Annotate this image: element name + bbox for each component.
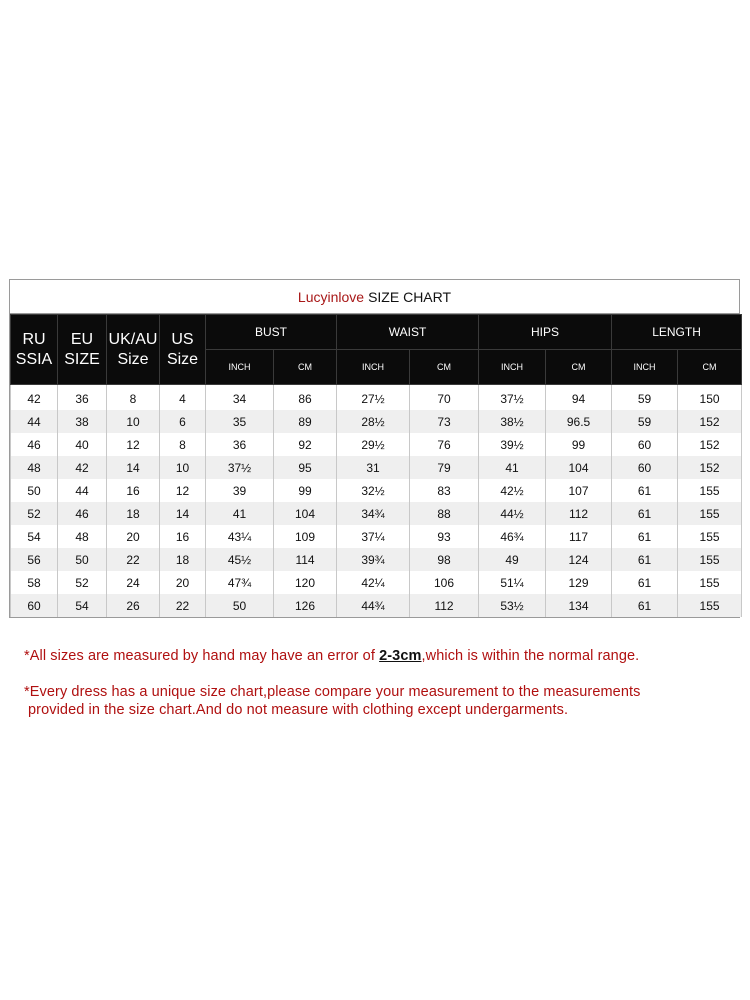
table-row (11, 502, 742, 525)
table-cell: 61 (612, 548, 678, 571)
table-cell: 54 (58, 594, 107, 617)
col-header-uk-au: UK/AU Size (107, 315, 160, 385)
table-row (11, 433, 742, 456)
table-cell: 61 (612, 571, 678, 594)
note1-text-end: ,which is within the normal range. (421, 648, 640, 664)
table-cell: 94 (546, 385, 612, 411)
table-cell: 155 (678, 479, 742, 502)
table-cell: 4 (160, 385, 206, 411)
table-cell: 42¼ (337, 571, 410, 594)
size-table (10, 314, 742, 617)
table-cell: 150 (678, 385, 742, 411)
chart-title-text: SIZE CHART (368, 288, 452, 305)
table-cell: 50 (11, 479, 58, 502)
table-cell: 29½ (337, 433, 410, 456)
unit-header-hips-inch: INCH (479, 350, 546, 385)
table-cell: 106 (410, 571, 479, 594)
table-cell: 10 (107, 410, 160, 433)
table-cell: 104 (546, 456, 612, 479)
group-header-waist: WAIST (337, 315, 479, 350)
table-cell: 52 (58, 571, 107, 594)
table-cell: 56 (11, 548, 58, 571)
table-cell: 20 (107, 525, 160, 548)
table-cell: 88 (410, 502, 479, 525)
table-cell: 112 (546, 502, 612, 525)
unit-header-length-cm: CM (678, 350, 742, 385)
note-size-chart-advice (24, 683, 734, 719)
table-cell: 39½ (479, 433, 546, 456)
table-cell: 32½ (337, 479, 410, 502)
col-header-russia: RU SSIA (11, 315, 58, 385)
table-cell: 129 (546, 571, 612, 594)
table-cell: 61 (612, 502, 678, 525)
table-cell: 152 (678, 433, 742, 456)
unit-header-length-inch: INCH (612, 350, 678, 385)
table-cell: 31 (337, 456, 410, 479)
table-cell: 60 (612, 433, 678, 456)
table-cell: 99 (546, 433, 612, 456)
table-row (11, 410, 742, 433)
table-cell: 59 (612, 410, 678, 433)
table-cell: 155 (678, 502, 742, 525)
table-cell: 99 (274, 479, 337, 502)
table-cell: 24 (107, 571, 160, 594)
table-cell: 152 (678, 410, 742, 433)
table-cell: 42 (11, 385, 58, 411)
table-cell: 155 (678, 525, 742, 548)
unit-header-hips-cm: CM (546, 350, 612, 385)
table-cell: 112 (410, 594, 479, 617)
table-cell: 114 (274, 548, 337, 571)
table-cell: 155 (678, 594, 742, 617)
table-cell: 37¼ (337, 525, 410, 548)
table-cell: 134 (546, 594, 612, 617)
unit-header-bust-cm: CM (274, 350, 337, 385)
table-cell: 16 (160, 525, 206, 548)
table-cell: 51¼ (479, 571, 546, 594)
table-cell: 98 (410, 548, 479, 571)
table-cell: 54 (11, 525, 58, 548)
table-cell: 83 (410, 479, 479, 502)
table-cell: 60 (11, 594, 58, 617)
table-cell: 16 (107, 479, 160, 502)
table-cell: 39 (206, 479, 274, 502)
table-cell: 52 (11, 502, 58, 525)
table-cell: 40 (58, 433, 107, 456)
table-cell: 37½ (206, 456, 274, 479)
table-cell: 38½ (479, 410, 546, 433)
table-cell: 12 (160, 479, 206, 502)
table-row (11, 456, 742, 479)
table-cell: 60 (612, 456, 678, 479)
note2-line2: provided in the size chart.And do not measure with clothing except undergarments. (28, 702, 569, 718)
table-row (11, 594, 742, 617)
unit-header-bust-inch: INCH (206, 350, 274, 385)
table-cell: 70 (410, 385, 479, 411)
brand-name: Lucyinlove (297, 288, 365, 305)
table-cell: 96.5 (546, 410, 612, 433)
table-cell: 34 (206, 385, 274, 411)
group-header-bust: BUST (206, 315, 337, 350)
table-cell: 152 (678, 456, 742, 479)
table-cell: 61 (612, 594, 678, 617)
table-cell: 35 (206, 410, 274, 433)
table-cell: 155 (678, 548, 742, 571)
note-measurement-error (24, 647, 734, 665)
table-cell: 41 (479, 456, 546, 479)
table-cell: 76 (410, 433, 479, 456)
table-cell: 92 (274, 433, 337, 456)
table-row (11, 385, 742, 411)
table-cell: 44¾ (337, 594, 410, 617)
table-cell: 124 (546, 548, 612, 571)
table-cell: 6 (160, 410, 206, 433)
group-header-hips: HIPS (479, 315, 612, 350)
table-cell: 58 (11, 571, 58, 594)
table-cell: 8 (107, 385, 160, 411)
table-cell: 73 (410, 410, 479, 433)
table-cell: 93 (410, 525, 479, 548)
table-cell: 53½ (479, 594, 546, 617)
table-cell: 45½ (206, 548, 274, 571)
table-row (11, 479, 742, 502)
table-cell: 104 (274, 502, 337, 525)
table-cell: 48 (11, 456, 58, 479)
table-row (11, 525, 742, 548)
table-cell: 89 (274, 410, 337, 433)
table-cell: 12 (107, 433, 160, 456)
size-table-body (11, 385, 742, 618)
table-cell: 155 (678, 571, 742, 594)
table-cell: 43¼ (206, 525, 274, 548)
table-cell: 44 (58, 479, 107, 502)
table-cell: 42½ (479, 479, 546, 502)
table-cell: 49 (479, 548, 546, 571)
table-cell: 38 (58, 410, 107, 433)
table-cell: 37½ (479, 385, 546, 411)
table-cell: 107 (546, 479, 612, 502)
note2-line1: *Every dress has a unique size chart,please compare your measurement to the measurements (24, 684, 641, 700)
table-cell: 14 (160, 502, 206, 525)
table-cell: 44½ (479, 502, 546, 525)
table-cell: 47¾ (206, 571, 274, 594)
table-cell: 95 (274, 456, 337, 479)
unit-header-waist-cm: CM (410, 350, 479, 385)
table-cell: 46¾ (479, 525, 546, 548)
col-header-us: US Size (160, 315, 206, 385)
table-cell: 126 (274, 594, 337, 617)
table-cell: 27½ (337, 385, 410, 411)
table-cell: 18 (107, 502, 160, 525)
table-cell: 109 (274, 525, 337, 548)
header-row-groups (11, 315, 742, 350)
table-row (11, 548, 742, 571)
table-cell: 28½ (337, 410, 410, 433)
table-cell: 61 (612, 525, 678, 548)
col-header-eu: EU SIZE (58, 315, 107, 385)
table-cell: 34¾ (337, 502, 410, 525)
table-cell: 86 (274, 385, 337, 411)
table-row (11, 571, 742, 594)
table-cell: 61 (612, 479, 678, 502)
table-cell: 22 (160, 594, 206, 617)
table-cell: 18 (160, 548, 206, 571)
table-cell: 22 (107, 548, 160, 571)
table-cell: 36 (58, 385, 107, 411)
note1-highlight: 2-3cm (379, 648, 422, 664)
table-cell: 42 (58, 456, 107, 479)
table-cell: 50 (206, 594, 274, 617)
table-cell: 8 (160, 433, 206, 456)
chart-title (10, 280, 739, 314)
table-cell: 46 (58, 502, 107, 525)
note1-text: *All sizes are measured by hand may have an error of (24, 648, 380, 664)
table-cell: 50 (58, 548, 107, 571)
size-chart (9, 279, 740, 618)
table-cell: 26 (107, 594, 160, 617)
table-cell: 39¾ (337, 548, 410, 571)
table-cell: 10 (160, 456, 206, 479)
table-cell: 59 (612, 385, 678, 411)
group-header-length: LENGTH (612, 315, 742, 350)
table-cell: 36 (206, 433, 274, 456)
table-cell: 44 (11, 410, 58, 433)
unit-header-waist-inch: INCH (337, 350, 410, 385)
table-cell: 79 (410, 456, 479, 479)
table-cell: 120 (274, 571, 337, 594)
table-cell: 48 (58, 525, 107, 548)
table-cell: 14 (107, 456, 160, 479)
table-cell: 20 (160, 571, 206, 594)
table-cell: 46 (11, 433, 58, 456)
table-cell: 41 (206, 502, 274, 525)
table-cell: 117 (546, 525, 612, 548)
